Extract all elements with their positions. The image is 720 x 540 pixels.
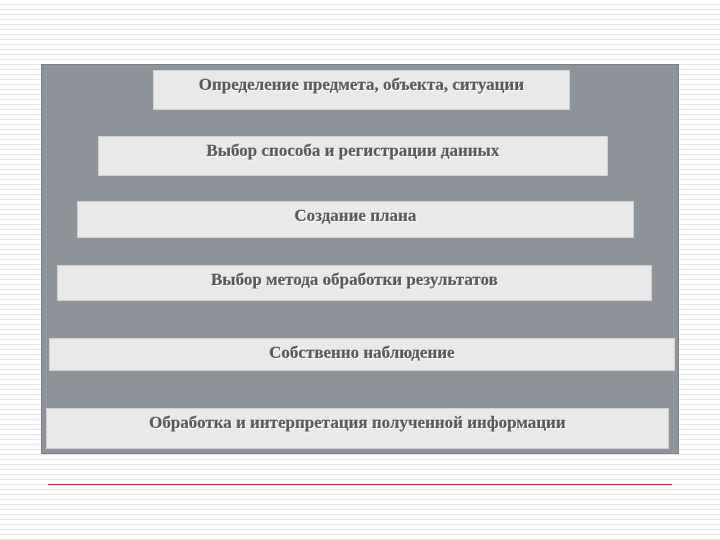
- step-box-6: [46, 408, 669, 449]
- step-box-4: [57, 265, 652, 301]
- step-label: Выбор метода обработки результатов: [211, 270, 498, 289]
- step-box-5: [49, 338, 675, 371]
- step-label: Обработка и интерпретация полученной информации: [149, 413, 566, 432]
- step-box-3: [77, 201, 634, 238]
- step-box-1: [153, 70, 570, 110]
- step-label: Выбор способа и регистрации данных: [206, 141, 500, 160]
- step-label: Создание плана: [294, 206, 417, 225]
- bottom-divider: [48, 484, 672, 485]
- step-box-2: [98, 136, 608, 176]
- step-label: Собственно наблюдение: [269, 343, 455, 362]
- step-label: Определение предмета, объекта, ситуации: [198, 75, 525, 94]
- steps-panel: [41, 64, 679, 454]
